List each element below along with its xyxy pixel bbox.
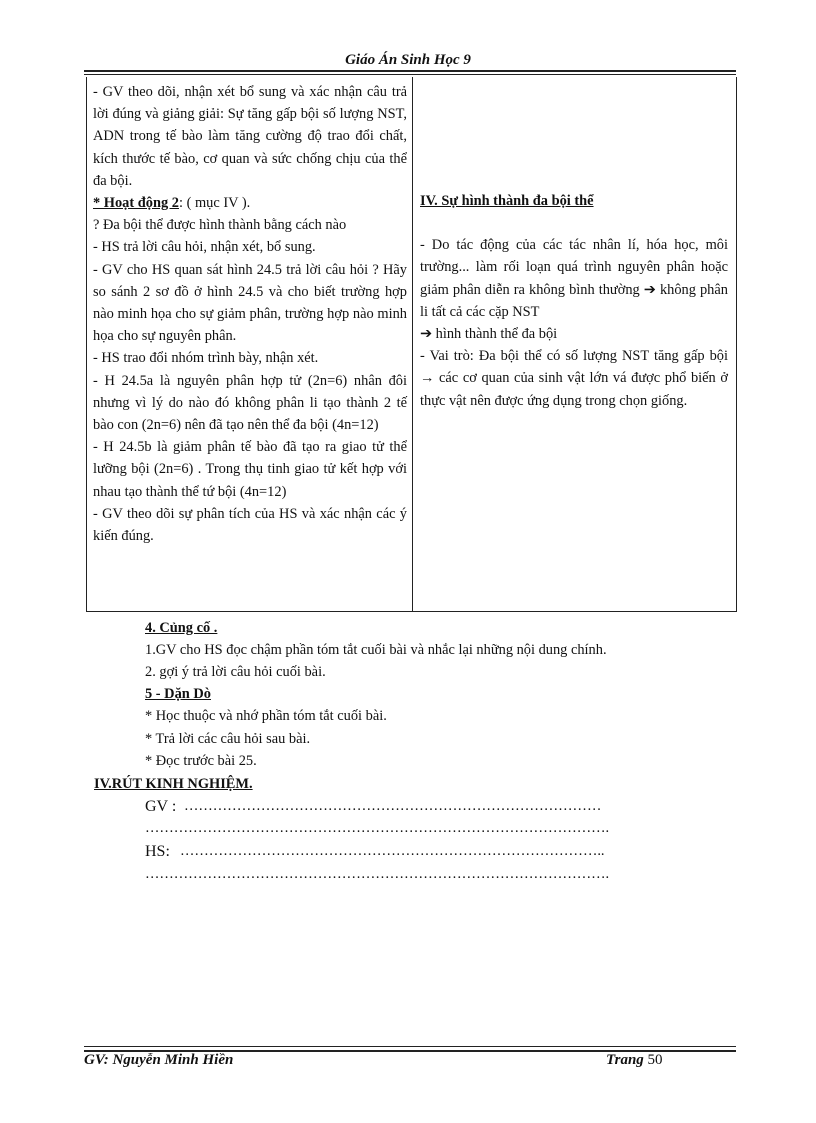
lesson-table (86, 77, 737, 612)
cause-result-text: không phân li tất cả các cặp NST (420, 281, 728, 320)
cause-outcome-text: hình thành thể đa bội (435, 326, 558, 343)
footer-rule-thin (84, 1046, 736, 1047)
arrow-right-icon: ➔ (420, 326, 433, 343)
section-5-item: * Trả lời các câu hỏi sau bài. (145, 731, 311, 747)
page-label: Trang (606, 1052, 644, 1068)
notes-line: ……………………………………………………………………………………. (145, 820, 610, 836)
right-paragraph (420, 323, 728, 345)
header-rule-thin (84, 74, 736, 75)
left-paragraph: ? Đa bội thể được hình thành bằng cách nào (93, 217, 347, 234)
left-paragraph: - HS trao đổi nhóm trình bày, nhận xét. (93, 350, 319, 367)
page-number: 50 (647, 1052, 663, 1068)
arrow-icon: → (420, 370, 435, 387)
activity-heading (93, 192, 407, 214)
left-paragraph: - GV theo dõi sự phân tích của HS và xác nhận các ý kiến đúng. (93, 505, 407, 545)
gv-notes-line: …………………………………………………………………………… (184, 798, 602, 814)
section-5-item: * Đọc trước bài 25. (145, 753, 257, 769)
role-result-text: các cơ quan của sinh vật lớn vá được phổ biến ở thực vật nên được ứng dụng trong chọn giống. (420, 370, 728, 409)
notes-line: ……………………………………………………………………………………. (145, 866, 610, 882)
section-iv-title: IV.RÚT KINH NGHIỆM. (94, 776, 253, 792)
right-paragraph (420, 345, 728, 412)
activity-ref: : ( mục IV ). (178, 195, 251, 212)
section-4-title: 4. Củng cố . (145, 620, 218, 636)
cause-text: - Do tác động của các tác nhân lí, hóa học, môi trường... làm rối loạn quá trình nguyên phân hoặc giảm phân diễn ra không bình thường (420, 237, 728, 298)
left-paragraph: - H 24.5a là nguyên phân hợp tử (2n=6) nhân đôi nhưng vì lý do nào đó không phân li tạo thành 2 tế bào con (2n=6) nên đã tạo nên thể đa bội (4n=12) (93, 372, 407, 434)
header-rule (84, 70, 736, 72)
section-5-item: * Học thuộc và nhớ phần tóm tắt cuối bài. (145, 708, 387, 724)
left-paragraph: - GV theo dõi, nhận xét bổ sung và xác nhận câu trả lời đúng và giảng giải: Sự tăng gấp bội số lượng NST, ADN trong tế bào làm tăng cường độ trao đổi chất, kích thước tế bào, cơ quan và sức chống chịu của thể đa bội. (93, 84, 407, 189)
right-paragraph (420, 234, 728, 323)
page-header-title: Giáo Án Sinh Học 9 (345, 52, 471, 68)
activity-label: * Hoạt động 2 (93, 195, 179, 212)
teacher-student-activity-column (87, 77, 413, 611)
section-4-item: 1.GV cho HS đọc chậm phần tóm tắt cuối bài và nhắc lại những nội dung chính. (145, 642, 607, 658)
section-5-title: 5 - Dặn Dò (145, 686, 211, 702)
left-paragraph: - GV cho HS quan sát hình 24.5 trả lời câu hỏi ? Hãy so sánh 2 sơ đồ ở hình 24.5 và cho biết trường hợp nào minh họa cho sự giảm phân, trường hợp nào minh họa cho sự nguyên phân. (93, 261, 407, 345)
hs-notes-line: …………………………………………………………………………….. (180, 843, 605, 859)
content-column (413, 77, 736, 611)
gv-label: GV : (145, 798, 177, 815)
footer-teacher: GV: Nguyễn Minh Hiền (84, 1052, 234, 1068)
left-paragraph: - HS trả lời câu hỏi, nhận xét, bổ sung. (93, 239, 316, 256)
arrow-right-icon: ➔ (643, 281, 656, 298)
left-paragraph: - H 24.5b là giảm phân tế bào đã tạo ra giao tử thể lưỡng bội (2n=6) . Trong thụ tinh giao tử kết hợp với nhau tạo thành thể tứ bội (4n=12) (93, 439, 407, 500)
section-4-item: 2. gợi ý trả lời câu hỏi cuối bài. (145, 664, 326, 680)
section-heading-polyploid: IV. Sự hình thành đa bội thể (420, 193, 594, 209)
role-text: - Vai trò: Đa bội thể có số lượng NST tăng gấp bội (420, 348, 728, 365)
footer-page (606, 1052, 663, 1069)
hs-label: HS: (145, 843, 170, 860)
